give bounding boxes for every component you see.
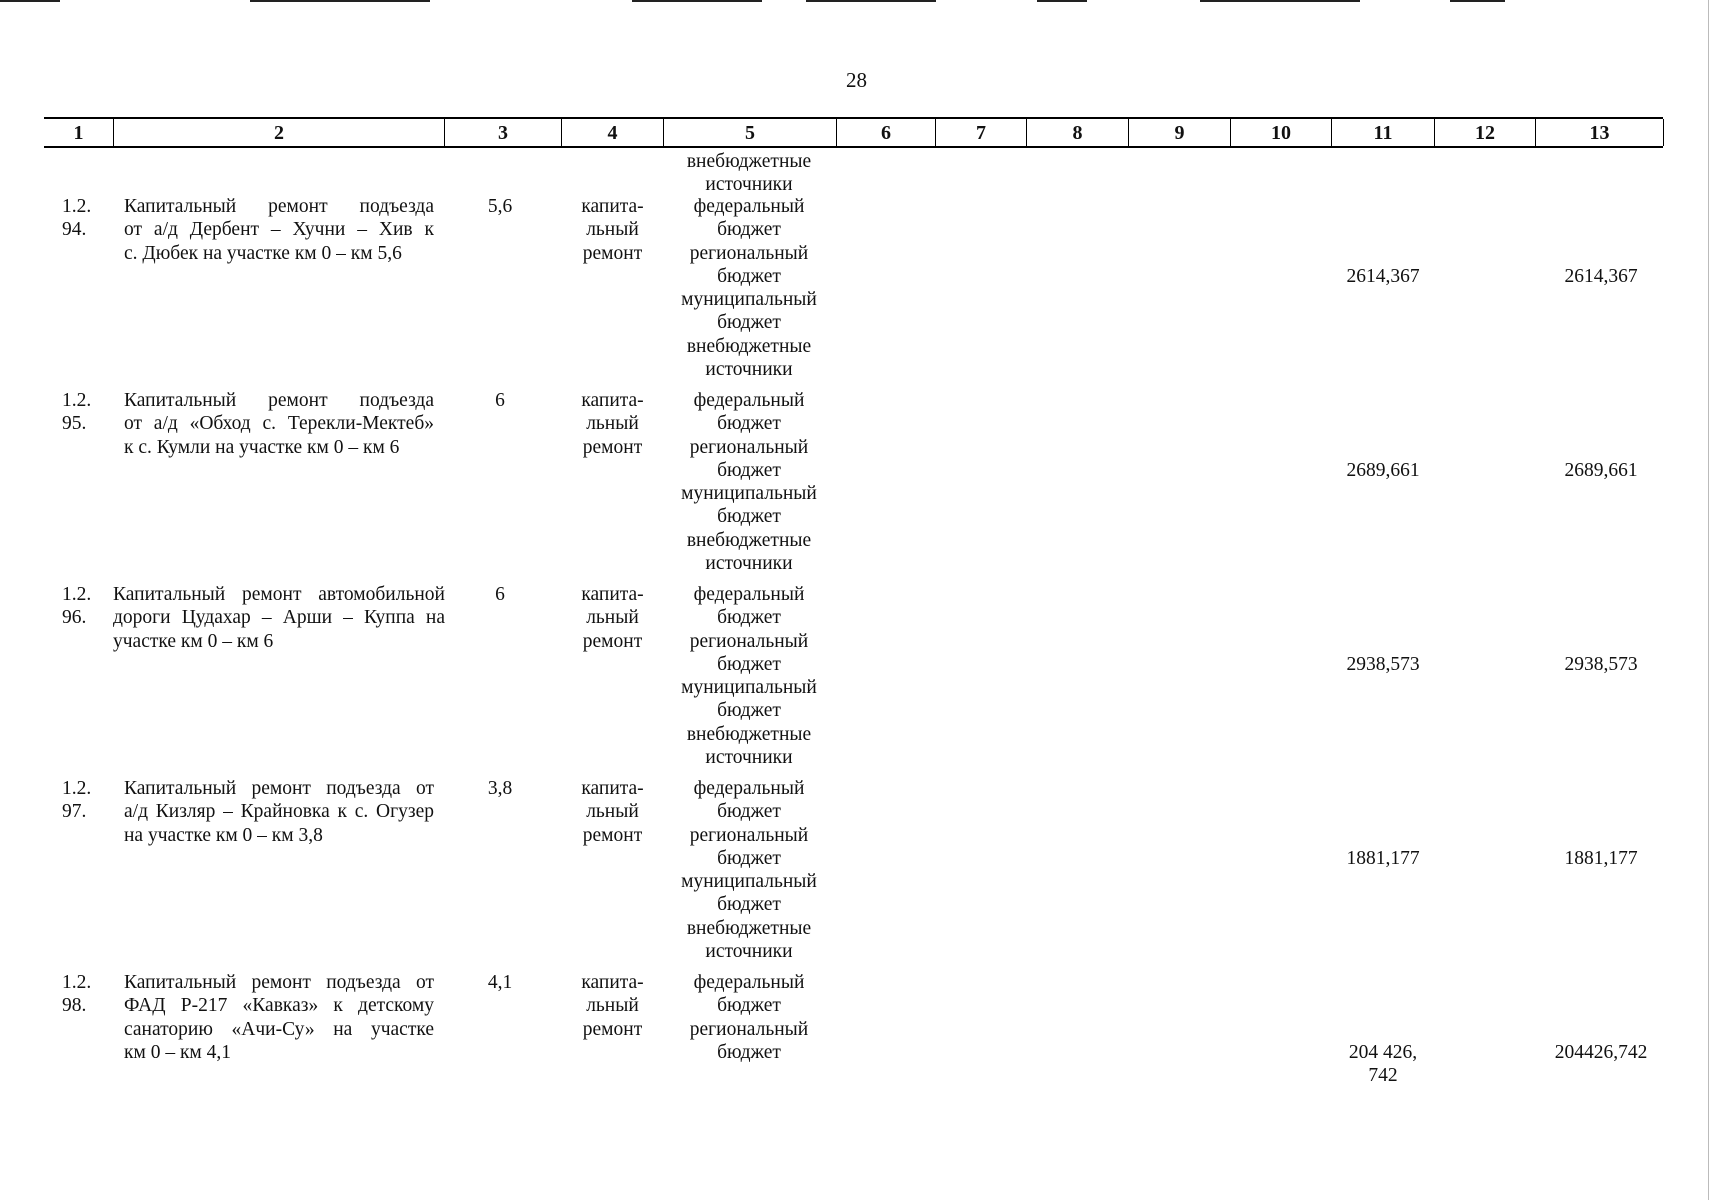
length-km xyxy=(470,583,530,606)
row-number xyxy=(62,195,102,242)
length-km xyxy=(470,971,530,994)
funding-sources-line: муниципальный xyxy=(681,289,817,311)
funding-sources-line: бюджет xyxy=(717,1041,781,1063)
row-number-line: 1.2. xyxy=(62,972,92,993)
row-number-line: 1.2. xyxy=(62,778,92,799)
road-name-line: к с. Кумли на участке км 0 – км 6 xyxy=(124,436,400,458)
work-kind xyxy=(565,389,660,459)
col-13-value-line: 2689,661 xyxy=(1564,459,1638,481)
funding-sources-line: муниципальный xyxy=(681,871,817,893)
work-kind-line: ремонт xyxy=(582,436,643,458)
funding-sources-line: внебюджетные xyxy=(686,723,812,745)
work-kind-line: льный xyxy=(586,607,639,629)
funding-sources-line: бюджет xyxy=(717,700,781,722)
funding-sources-line: источники xyxy=(705,747,793,769)
funding-sources-line: источники xyxy=(705,553,793,575)
scan-edge-line xyxy=(1708,0,1709,1200)
scan-edge-line xyxy=(806,0,936,2)
table-header-row xyxy=(0,119,1713,146)
funding-sources-line: бюджет xyxy=(717,995,781,1017)
funding-sources-line: региональный xyxy=(689,1018,809,1040)
row-number xyxy=(62,777,102,824)
col-11-value-line: 1881,177 xyxy=(1346,847,1420,869)
length-km-line: 5,6 xyxy=(487,196,513,217)
scan-edge-line xyxy=(1200,0,1360,2)
column-header-3: 3 xyxy=(444,119,561,146)
work-kind xyxy=(565,971,660,1041)
road-name xyxy=(124,389,434,459)
col-13-value xyxy=(1540,653,1662,676)
funding-sources-line: муниципальный xyxy=(681,483,817,505)
work-kind xyxy=(565,195,660,265)
work-kind-line: льный xyxy=(586,219,639,241)
col-11-value xyxy=(1328,653,1438,676)
work-kind-line: ремонт xyxy=(582,242,643,264)
length-km-line: 6 xyxy=(495,390,505,411)
road-name-line: Капитальный ремонт автомобильной xyxy=(113,584,445,605)
column-header-13: 13 xyxy=(1535,119,1663,146)
funding-sources-line: федеральный xyxy=(693,972,805,993)
row-number-line: 1.2. xyxy=(62,390,92,411)
work-kind-line: льный xyxy=(586,801,639,823)
table-header-right-border xyxy=(1663,119,1664,146)
column-header-1: 1 xyxy=(73,122,84,144)
work-kind-line: капита- xyxy=(581,584,644,605)
road-name-line: от а/д «Обход с. Терекли-Мектеб» xyxy=(124,413,434,435)
funding-sources-line: бюджет xyxy=(717,506,781,528)
scan-edge-line xyxy=(1450,0,1505,2)
col-11-value-line: 2614,367 xyxy=(1346,265,1420,287)
road-name-line: от а/д Дербент – Хучни – Хив к xyxy=(124,219,434,241)
road-name xyxy=(124,971,434,1064)
funding-sources-line: бюджет xyxy=(717,847,781,869)
road-name-line: Капитальный ремонт подъезда xyxy=(124,390,434,411)
funding-sources-line: бюджет xyxy=(717,653,781,675)
road-name xyxy=(113,583,445,653)
work-kind xyxy=(565,583,660,653)
column-header-7: 7 xyxy=(935,119,1026,146)
row-number-line: 1.2. xyxy=(62,584,92,605)
work-kind-line: капита- xyxy=(581,390,644,411)
col-13-value-line: 204426,742 xyxy=(1554,1041,1648,1063)
col-13-value xyxy=(1540,265,1662,288)
table-header-bottom-border xyxy=(44,146,1663,148)
funding-sources-line: бюджет xyxy=(717,801,781,823)
column-header-9: 9 xyxy=(1128,119,1230,146)
funding-sources xyxy=(665,583,833,769)
col-11-value-line: 2938,573 xyxy=(1346,653,1420,675)
road-name-line: санаторию «Ачи-Су» на участке xyxy=(124,1018,434,1040)
col-11-value xyxy=(1328,265,1438,288)
work-kind-line: ремонт xyxy=(582,630,643,652)
row-number-line: 94. xyxy=(62,219,87,241)
work-kind-line: капита- xyxy=(581,778,644,799)
road-name-line: ФАД Р-217 «Кавказ» к детскому xyxy=(124,995,434,1017)
row-number-line: 98. xyxy=(62,995,87,1017)
work-kind-line: ремонт xyxy=(582,1018,643,1040)
column-header-2: 2 xyxy=(113,119,444,146)
funding-sources-line: федеральный xyxy=(693,778,805,799)
col-13-value-line: 1881,177 xyxy=(1564,847,1638,869)
funding-sources-line: бюджет xyxy=(717,607,781,629)
work-kind-line: капита- xyxy=(581,196,644,217)
page-number: 28 xyxy=(846,68,867,92)
length-km xyxy=(470,777,530,800)
column-header-8: 8 xyxy=(1026,119,1128,146)
col-11-value xyxy=(1328,1041,1438,1088)
length-km-line: 3,8 xyxy=(487,778,513,799)
funding-sources-line: федеральный xyxy=(693,584,805,605)
column-header-10: 10 xyxy=(1230,119,1331,146)
column-header-12: 12 xyxy=(1434,119,1535,146)
row-number-line: 1.2. xyxy=(62,196,92,217)
funding-sources-line: региональный xyxy=(689,242,809,264)
funding-sources-line: региональный xyxy=(689,824,809,846)
row-number xyxy=(62,971,102,1018)
funding-sources xyxy=(665,389,833,575)
funding-sources-line: федеральный xyxy=(693,390,805,411)
scan-edge-line xyxy=(250,0,430,2)
col-11-value-line: 2689,661 xyxy=(1346,459,1420,481)
col-13-value-line: 2938,573 xyxy=(1564,653,1638,675)
funding-sources-line: внебюджетные xyxy=(686,529,812,551)
row-number xyxy=(62,389,102,436)
col-13-value-line: 2614,367 xyxy=(1564,265,1638,287)
col-11-value xyxy=(1328,847,1438,870)
funding-sources-line: бюджет xyxy=(717,265,781,287)
funding-sources-line: бюджет xyxy=(717,413,781,435)
row-number-line: 95. xyxy=(62,413,87,435)
carry-over-sources xyxy=(665,150,833,197)
road-name-line: Капитальный ремонт подъезда от xyxy=(124,972,434,993)
length-km xyxy=(470,389,530,412)
col-11-value-line: 742 xyxy=(1368,1065,1398,1087)
road-name xyxy=(124,777,434,847)
row-number-line: 97. xyxy=(62,801,87,823)
funding-sources-line: внебюджетные xyxy=(686,917,812,939)
col-13-value xyxy=(1540,459,1662,482)
scan-edge-line xyxy=(632,0,762,2)
column-header-11: 11 xyxy=(1331,119,1434,146)
length-km-line: 6 xyxy=(495,584,505,605)
funding-sources-line: источники xyxy=(705,359,793,381)
funding-sources xyxy=(665,195,833,381)
length-km-line: 4,1 xyxy=(487,972,513,993)
col-13-value xyxy=(1540,1041,1662,1064)
road-name xyxy=(124,195,434,265)
row-number xyxy=(62,583,102,630)
funding-sources-line: внебюджетные xyxy=(686,335,812,357)
funding-sources-line: региональный xyxy=(689,436,809,458)
funding-sources-line: федеральный xyxy=(693,196,805,217)
work-kind-line: ремонт xyxy=(582,824,643,846)
road-name-line: км 0 – км 4,1 xyxy=(124,1041,232,1063)
column-header-5: 5 xyxy=(663,119,836,146)
col-13-value xyxy=(1540,847,1662,870)
funding-sources-line: бюджет xyxy=(717,459,781,481)
road-name-line: а/д Кизляр – Крайновка к с. Огузер xyxy=(124,801,434,823)
scan-edge-line xyxy=(1037,0,1087,2)
road-name-line: дороги Цудахар – Арши – Куппа на xyxy=(113,607,445,629)
road-name-line: с. Дюбек на участке км 0 – км 5,6 xyxy=(124,242,402,264)
funding-sources-line: источники xyxy=(705,941,793,963)
length-km xyxy=(470,195,530,218)
funding-sources-line: региональный xyxy=(689,630,809,652)
col-11-value-line: 204 426, xyxy=(1348,1041,1418,1063)
funding-sources xyxy=(665,971,833,1064)
column-header-6: 6 xyxy=(836,119,935,146)
carry-over-sources-line: источники xyxy=(705,174,793,196)
work-kind-line: льный xyxy=(586,413,639,435)
road-name-line: на участке км 0 – км 3,8 xyxy=(124,824,323,846)
col-11-value xyxy=(1328,459,1438,482)
work-kind xyxy=(565,777,660,847)
scan-edge-line xyxy=(0,0,60,2)
column-header-4: 4 xyxy=(561,119,663,146)
road-name-line: участке км 0 – км 6 xyxy=(113,630,274,652)
funding-sources xyxy=(665,777,833,963)
work-kind-line: капита- xyxy=(581,972,644,993)
work-kind-line: льный xyxy=(586,995,639,1017)
row-number-line: 96. xyxy=(62,607,87,629)
road-name-line: Капитальный ремонт подъезда xyxy=(124,196,434,217)
funding-sources-line: муниципальный xyxy=(681,677,817,699)
road-name-line: Капитальный ремонт подъезда от xyxy=(124,778,434,799)
carry-over-sources-line: внебюджетные xyxy=(686,151,812,172)
funding-sources-line: бюджет xyxy=(717,894,781,916)
funding-sources-line: бюджет xyxy=(717,219,781,241)
funding-sources-line: бюджет xyxy=(717,312,781,334)
